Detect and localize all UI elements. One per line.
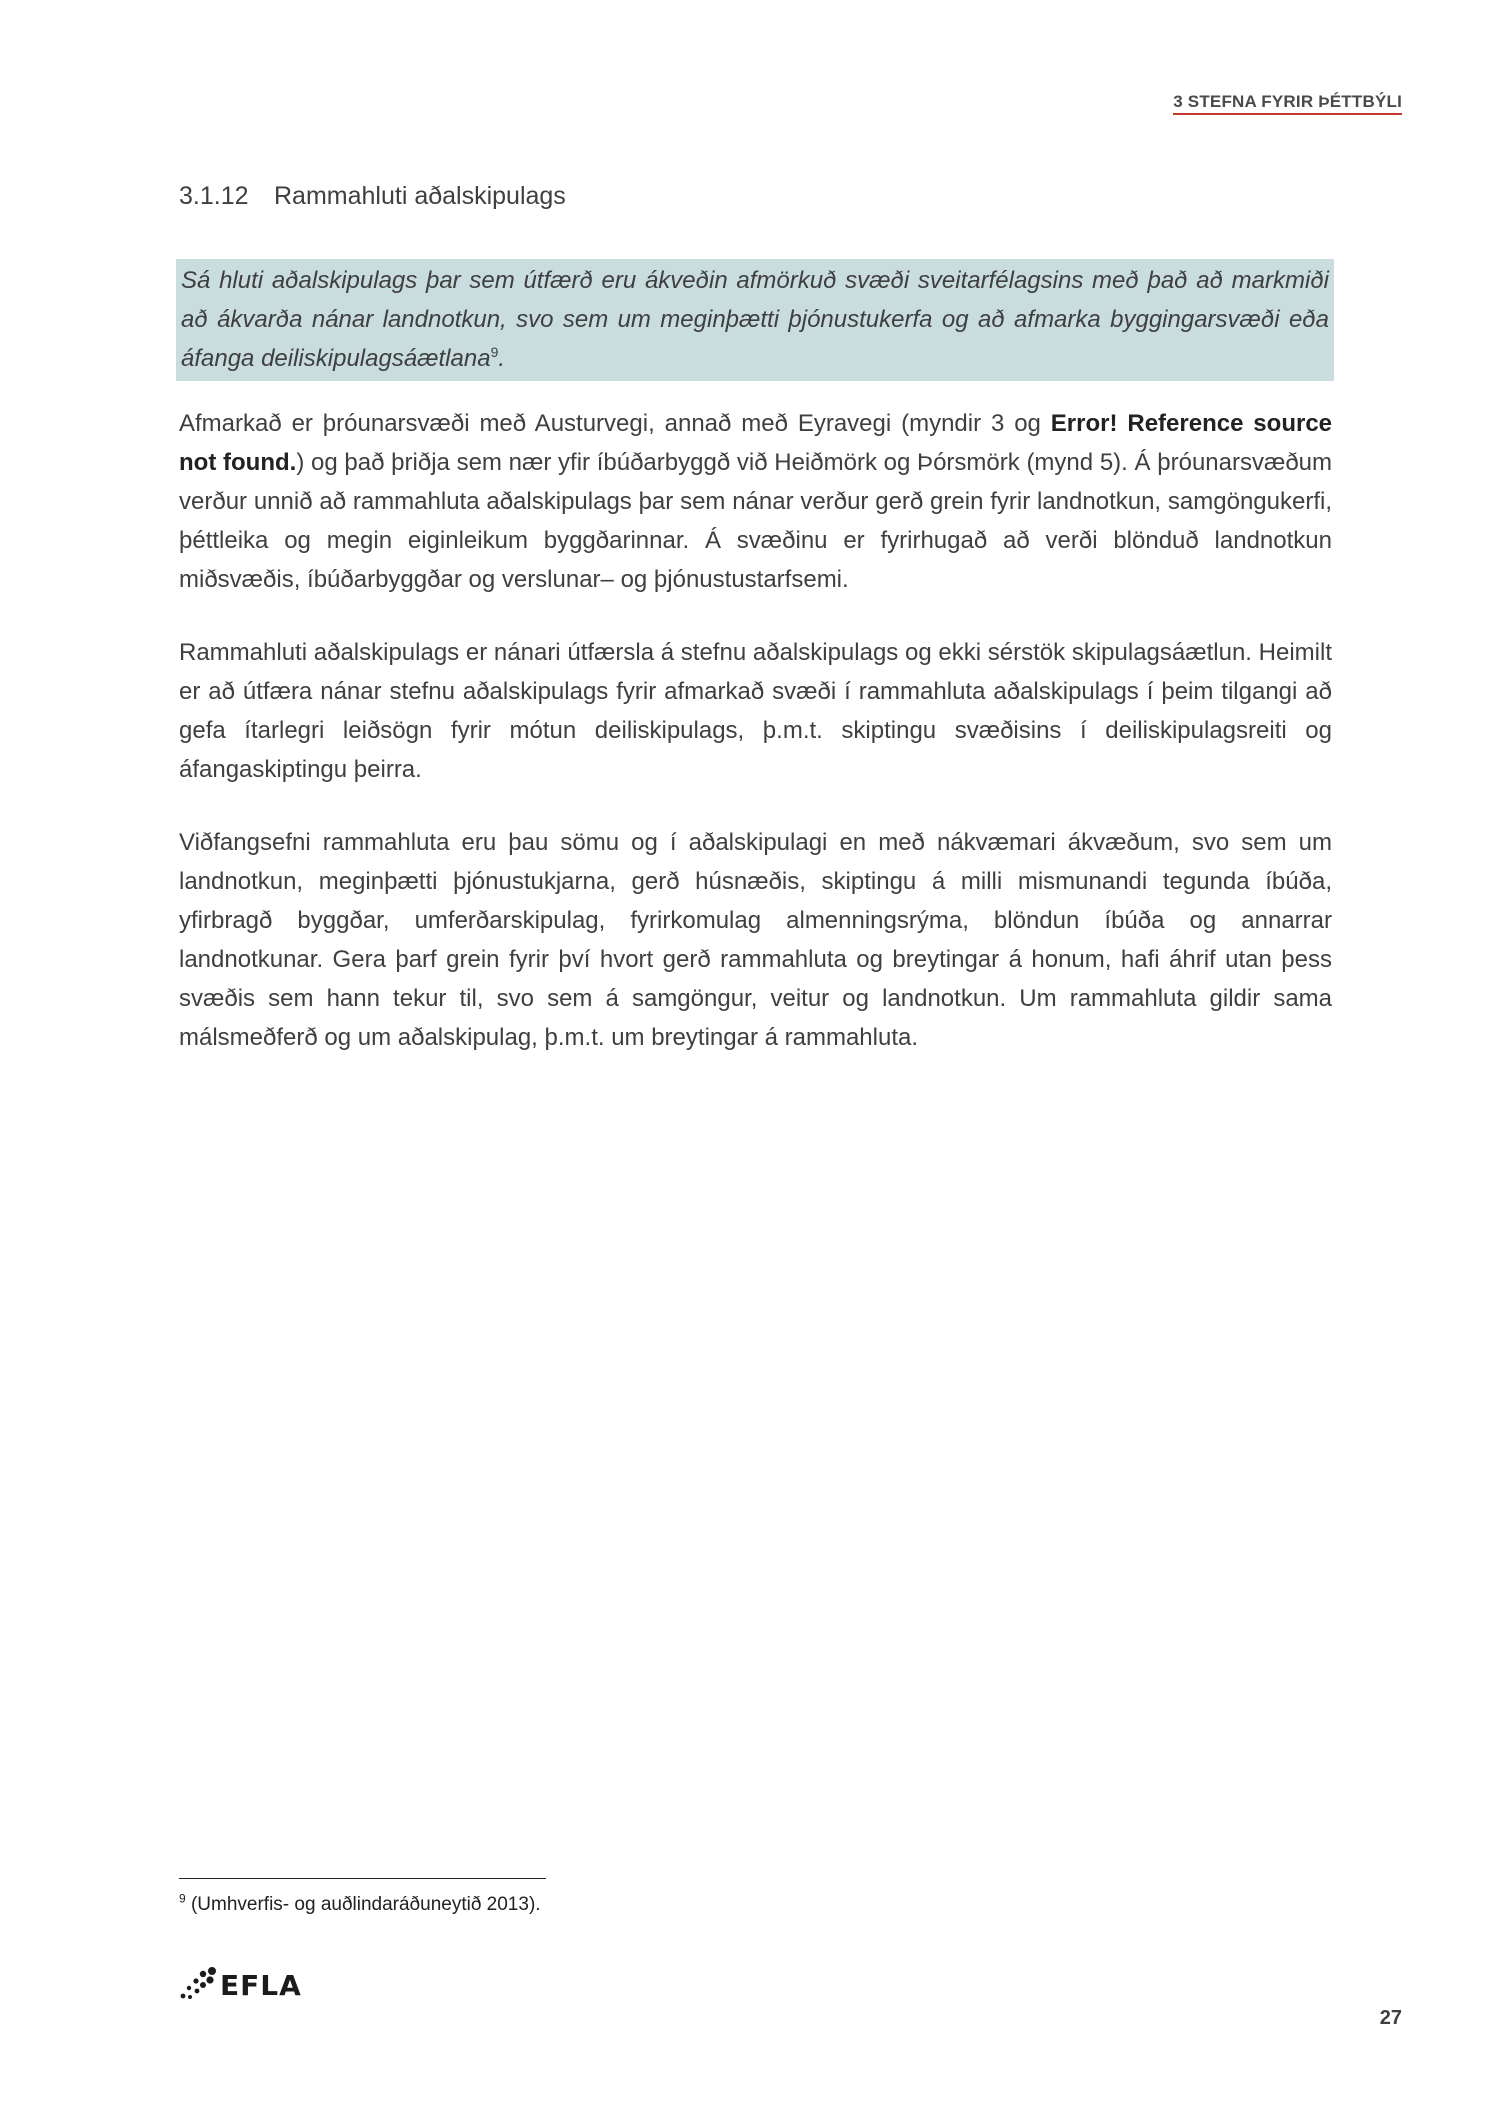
efla-logo-text: EFLA — [220, 1969, 302, 2002]
footnote-reference[interactable]: 9 — [490, 344, 499, 360]
paragraph-definition-detail: Rammahluti aðalskipulags er nánari útfærsla á stefnu aðalskipulags og ekki sérstök skipulagsáætlun. Heimilt er að útfæra nánar stefnu aðalskipulags fyrir afmarkað svæði í rammahluta aðalskipulags í þeim tilgangi að gefa ítarlegri leiðsögn fyrir mótun deiliskipulags, þ.m.t. skiptingu svæðisins í deiliskipulagsreiti og áfangaskiptingu þeirra. — [179, 639, 1332, 783]
paragraph-subjects: Viðfangsefni rammahluta eru þau sömu og í aðalskipulagi en með nákvæmari ákvæðum, svo sem um landnotkun, meginþætti þjónustukjarna, gerð húsnæðis, skiptingu á milli mismunandi tegunda íbúða, yfirbragð byggðar, umferðarskipulag, fyrirkomulag almenningsrýma, blöndun íbúða og annarrar landnotkunar. Gera þarf grein fyrir því hvort gerð rammahluta og breytingar á honum, hafi áhrif utan þess svæðis sem hann tekur til, svo sem á samgöngur, veitur og landnotkun. Um rammahluta gildir sama málsmeðferð og um aðalskipulag, þ.m.t. um breytingar á rammahluta. — [179, 829, 1332, 1051]
definition-text: Sá hluti aðalskipulags þar sem útfærð eru ákveðin afmörkuð svæði sveitarfélagsins með það að markmiði að ákvarða nánar landnotkun, svo sem um meginþætti þjónustukerfa og að afmarka byggingarsvæði eða áfanga deiliskipulagsáætlana — [181, 267, 1329, 372]
paragraph-text: ) og það þriðja sem nær yfir íbúðarbyggð við Heiðmörk og Þórsmörk (mynd 5). Á þróunarsvæðum verður unnið að rammahluta aðalskipulags þar sem nánar verður gerð grein fyrir landnotkun, samgöngukerfi, þéttleika og megin eiginleikum byggðarinnar. Á svæðinu er fyrirhugað að verði blönduð landnotkun miðsvæðis, íbúðarbyggðar og verslunar– og þjónustustarfsemi. — [179, 449, 1333, 593]
section-title: Rammahluti aðalskipulags — [274, 182, 566, 210]
definition-box — [176, 259, 1334, 381]
footnote-marker: 9 — [179, 1891, 186, 1906]
paragraph-text: Afmarkað er þróunarsvæði með Austurvegi, annað með Eyravegi (myndir 3 og — [179, 410, 1051, 437]
definition-end: . — [498, 345, 506, 372]
efla-dots-logo-icon — [179, 1966, 219, 2000]
section-heading — [179, 180, 566, 212]
page-number: 27 — [1379, 2007, 1402, 2029]
section-number: 3.1.12 — [179, 182, 249, 210]
footnote — [179, 1893, 541, 1917]
broken-reference-text: Error! Reference source not found. — [179, 410, 1333, 476]
footnote-divider — [179, 1878, 546, 1879]
running-header: 3 STEFNA FYRIR ÞÉTTBÝLI — [1173, 92, 1402, 115]
footnote-text: (Umhverfis- og auðlindaráðuneytið 2013). — [185, 1894, 541, 1915]
paragraph-development-areas — [179, 404, 1332, 599]
efla-logo — [179, 1966, 302, 2000]
